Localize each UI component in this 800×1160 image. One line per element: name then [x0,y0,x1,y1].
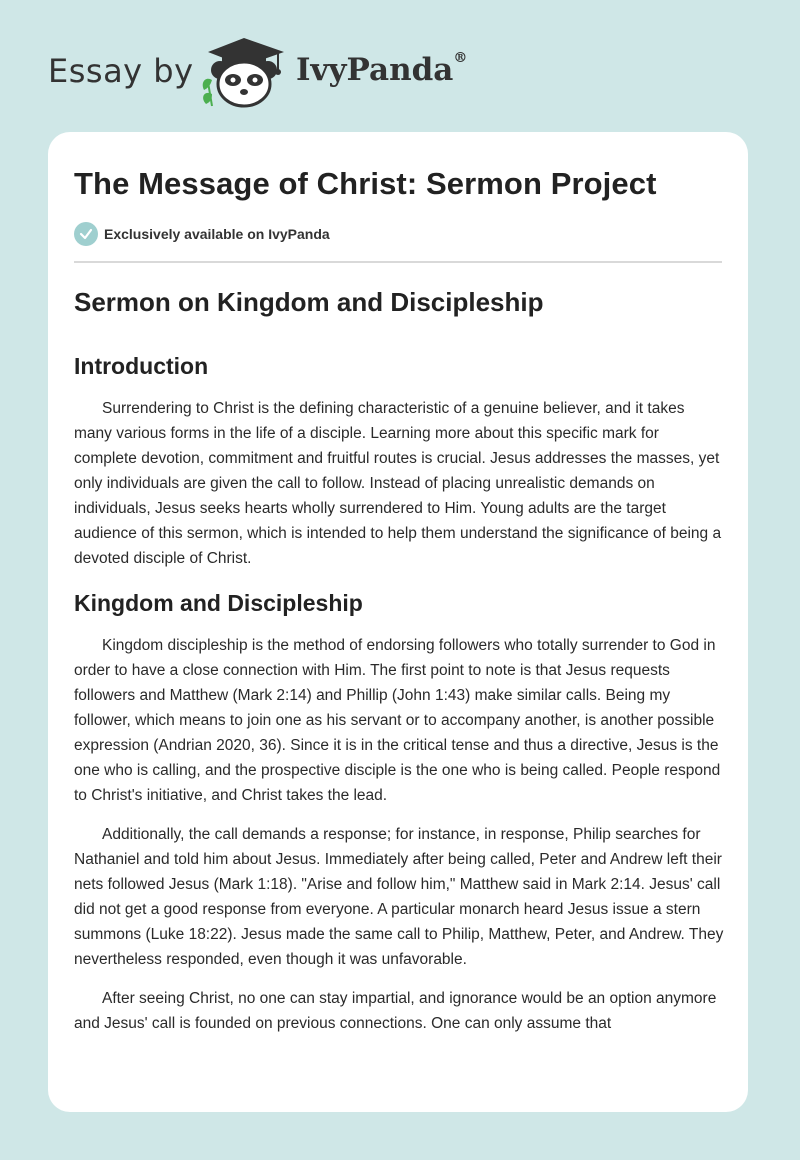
check-circle-icon [74,222,98,246]
panda-graduate-icon[interactable] [198,34,294,110]
exclusive-badge [74,222,330,246]
paragraph: Surrendering to Christ is the defining characteristic of a genuine believer, and it takes many various forms in the life of a disciple. Learning more about this specific mark for complete devotion, commitment and fruitful routes is crucial. Jesus addresses the masses, yet only individuals are given the call to follow. Instead of placing unrealistic demands on individuals, Jesus seeks hearts wholly surrendered to Him. Young adults are the target audience of this sermon, which is intended to help them understand the significance of being a devoted disciple of Christ. [74,400,722,567]
section-introduction [74,350,724,571]
registered-mark: ® [453,50,468,66]
paragraph: Kingdom discipleship is the method of endorsing followers who totally surrender to God in order to have a close connection with Him. The first point to note is that Jesus requests followers and Matthew (Mark 2:14) and Phillip (John 1:43) make similar calls. Being my follower, which means to join one as his servant or to accompany another, is another possible expression (Andrian 2020, 36). Since it is in the critical tense and thus a directive, Jesus is the one who is calling, and the prospective disciple is the one who is being called. People respond to Christ's initiative, and Christ takes the lead. [74,637,721,804]
paragraph: Additionally, the call demands a response; for instance, in response, Philip searches for Nathaniel and told him about Jesus. Immediately after being called, Peter and Andrew left their nets followed Jesus (Mark 1:18). "Arise and follow him," Matthew said in Mark 2:14. Jesus' call did not get a good response from everyone. A particular monarch heard Jesus issue a stern summons (Luke 18:22). Jesus made the same call to Philip, Matthew, Peter, and Andrew. They nevertheless responded, even though it was unfavorable. [74,826,724,968]
paragraph: After seeing Christ, no one can stay impartial, and ignorance would be an option anymore and Jesus' call is founded on previous connections. One can only assume that [74,990,717,1032]
article-heading: Sermon on Kingdom and Discipleship [74,287,544,317]
article-body [74,282,724,1050]
site-header [0,0,800,128]
brand-name[interactable] [296,52,467,88]
section-heading: Kingdom and Discipleship [74,590,363,616]
section-heading: Introduction [74,353,209,379]
brand-name-text: IvyPanda [296,52,454,88]
brand-prefix: Essay by [48,52,194,90]
exclusive-label: Exclusively available on IvyPanda [104,226,330,242]
page-title: The Message of Christ: Sermon Project [74,166,657,201]
divider [74,261,722,263]
article-card [48,132,748,1112]
section-kingdom-discipleship [74,587,724,1036]
